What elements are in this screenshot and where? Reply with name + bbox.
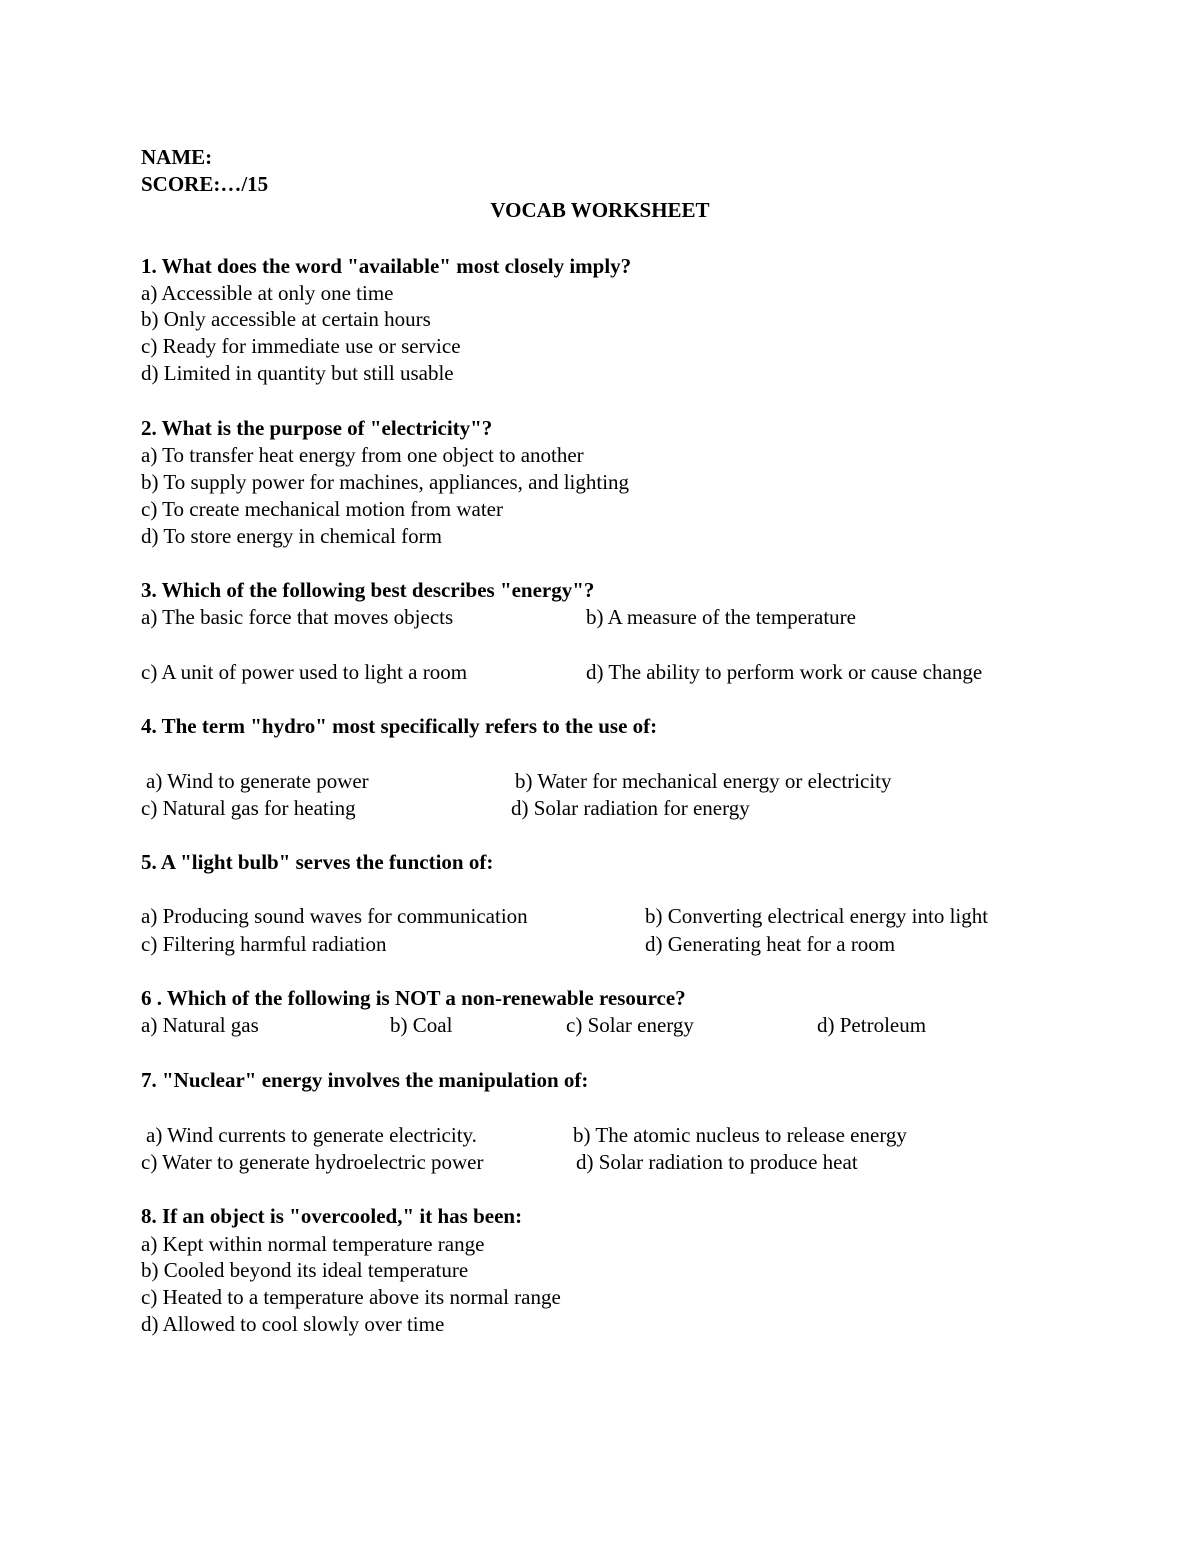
question-6-prompt: 6 . Which of the following is NOT a non-renewable resource? xyxy=(141,986,686,1010)
question-1-option-b: b) Only accessible at certain hours xyxy=(141,307,431,331)
question-5-prompt: 5. A "light bulb" serves the function of: xyxy=(141,850,494,874)
question-4-prompt: 4. The term "hydro" most specifically refers to the use of: xyxy=(141,714,658,738)
worksheet-title: VOCAB WORKSHEET xyxy=(490,198,710,222)
question-8-option-d: d) Allowed to cool slowly over time xyxy=(141,1312,445,1336)
question-7-prompt: 7. "Nuclear" energy involves the manipulation of: xyxy=(141,1068,589,1092)
question-2-prompt: 2. What is the purpose of "electricity"? xyxy=(141,416,493,440)
question-2-option-b: b) To supply power for machines, appliances, and lighting xyxy=(141,470,630,494)
question-3-option-d: d) The ability to perform work or cause change xyxy=(586,660,983,684)
question-5-option-d: d) Generating heat for a room xyxy=(645,932,896,956)
question-7-option-c: c) Water to generate hydroelectric power xyxy=(141,1150,484,1174)
question-3-option-c: c) A unit of power used to light a room xyxy=(141,660,468,684)
question-4-option-b: b) Water for mechanical energy or electricity xyxy=(515,769,892,793)
name-label: NAME: xyxy=(141,145,213,169)
question-3-option-a: a) The basic force that moves objects xyxy=(141,605,454,629)
question-8-option-b: b) Cooled beyond its ideal temperature xyxy=(141,1258,469,1282)
question-2-option-c: c) To create mechanical motion from water xyxy=(141,497,503,521)
question-1-prompt: 1. What does the word "available" most closely imply? xyxy=(141,254,632,278)
question-5-option-c: c) Filtering harmful radiation xyxy=(141,932,387,956)
question-7-option-b: b) The atomic nucleus to release energy xyxy=(573,1123,907,1147)
question-7-option-a: a) Wind currents to generate electricity. xyxy=(146,1123,477,1147)
question-3-prompt: 3. Which of the following best describes "energy"? xyxy=(141,578,595,602)
question-8-option-a: a) Kept within normal temperature range xyxy=(141,1232,485,1256)
question-8-option-c: c) Heated to a temperature above its normal range xyxy=(141,1285,561,1309)
question-2-option-a: a) To transfer heat energy from one object to another xyxy=(141,443,584,467)
question-1-option-a: a) Accessible at only one time xyxy=(141,281,394,305)
question-8-prompt: 8. If an object is "overcooled," it has been: xyxy=(141,1204,523,1228)
question-7-option-d: d) Solar radiation to produce heat xyxy=(576,1150,858,1174)
question-6-option-c: c) Solar energy xyxy=(566,1013,694,1037)
question-6-option-a: a) Natural gas xyxy=(141,1013,259,1037)
question-5-option-a: a) Producing sound waves for communication xyxy=(141,904,528,928)
question-3-option-b: b) A measure of the temperature xyxy=(586,605,856,629)
question-4-option-c: c) Natural gas for heating xyxy=(141,796,356,820)
question-4-option-d: d) Solar radiation for energy xyxy=(511,796,750,820)
question-6-option-b: b) Coal xyxy=(390,1013,453,1037)
score-label: SCORE:…/15 xyxy=(141,172,269,196)
question-4-option-a: a) Wind to generate power xyxy=(146,769,369,793)
question-1-option-d: d) Limited in quantity but still usable xyxy=(141,361,454,385)
question-5-option-b: b) Converting electrical energy into light xyxy=(645,904,989,928)
question-6-option-d: d) Petroleum xyxy=(817,1013,927,1037)
question-1-option-c: c) Ready for immediate use or service xyxy=(141,334,461,358)
question-2-option-d: d) To store energy in chemical form xyxy=(141,524,442,548)
